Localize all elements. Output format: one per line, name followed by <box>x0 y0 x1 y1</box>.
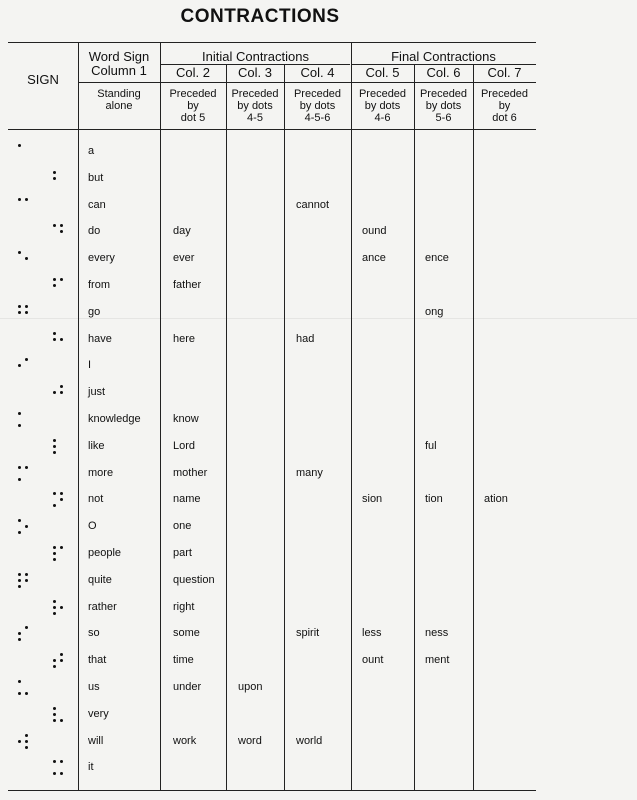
subheader-line: Preceded <box>480 88 529 100</box>
braille-dot <box>60 659 63 662</box>
col6-subheader <box>414 88 473 124</box>
braille-sign <box>18 734 30 750</box>
braille-dot <box>60 385 63 388</box>
table-cell-c1: people <box>88 547 122 559</box>
braille-dot <box>25 305 28 308</box>
braille-dot <box>60 606 63 609</box>
table-cell-c2: under <box>173 681 202 693</box>
braille-dot <box>53 659 56 662</box>
subheader-line: by <box>498 100 511 112</box>
table-cell-c1: so <box>88 627 100 640</box>
table-cell-c1: knowledge <box>88 413 141 425</box>
subheader-line: by dots <box>237 100 273 112</box>
table-cell-c1: will <box>88 734 104 747</box>
braille-dot <box>53 451 56 454</box>
braille-dot <box>53 278 56 281</box>
braille-dot <box>18 638 21 641</box>
subheader-line: alone <box>105 100 133 112</box>
table-cell-c2: right <box>173 600 195 613</box>
braille-dot <box>53 224 56 227</box>
braille-dot <box>18 311 21 314</box>
braille-dot <box>18 680 21 683</box>
column-header-rule <box>78 82 536 83</box>
braille-dot <box>53 558 56 561</box>
table-cell-c1: every <box>88 252 115 265</box>
table-cell-c2: one <box>173 520 192 533</box>
column-divider <box>284 64 285 790</box>
final-contractions-header: Final Contractions <box>391 49 496 64</box>
braille-dot <box>53 284 56 287</box>
braille-dot <box>53 504 56 507</box>
braille-sign <box>18 305 30 321</box>
braille-dot <box>53 171 56 174</box>
braille-dot <box>60 498 63 501</box>
table-cell-c1: go <box>88 305 101 318</box>
table-cell-c2: some <box>173 627 200 640</box>
subheader-line: by dots <box>364 100 401 112</box>
braille-sign <box>18 198 30 214</box>
page-title: CONTRACTIONS <box>180 6 340 27</box>
braille-dot <box>53 719 56 722</box>
table-cell-c2: day <box>173 225 191 238</box>
braille-sign <box>18 519 30 535</box>
table-cell-c5: less <box>362 627 382 640</box>
braille-dot <box>25 358 28 361</box>
table-cell-c1: like <box>88 439 105 452</box>
braille-dot <box>53 332 56 335</box>
table-cell-c7: ation <box>484 493 508 506</box>
header-bottom-rule <box>8 129 536 130</box>
subheader-line: by dots <box>299 100 336 112</box>
table-cell-c2: know <box>173 413 199 425</box>
table-cell-c1: rather <box>88 600 117 613</box>
table-cell-c1: very <box>88 707 109 720</box>
table-cell-c1: can <box>88 198 106 211</box>
braille-dot <box>18 251 21 254</box>
subheader-line: dot 5 <box>180 112 206 124</box>
table-cell-c1: I <box>88 359 92 372</box>
braille-sign <box>53 653 65 669</box>
table-cell-c6: ence <box>425 252 449 265</box>
braille-sign <box>18 412 30 428</box>
braille-dot <box>53 600 56 603</box>
table-cell-c2: here <box>173 332 196 345</box>
braille-dot <box>53 338 56 341</box>
braille-dot <box>53 439 56 442</box>
braille-dot <box>18 478 21 481</box>
braille-dot <box>18 579 21 582</box>
braille-sign <box>53 546 65 562</box>
table-cell-c6: ful <box>425 439 437 452</box>
word-sign-header <box>78 50 160 78</box>
braille-dot <box>18 519 21 522</box>
braille-dot <box>53 713 56 716</box>
braille-dot <box>53 445 56 448</box>
braille-dot <box>18 692 21 695</box>
braille-dot <box>60 278 63 281</box>
braille-dot <box>18 573 21 576</box>
braille-dot <box>25 311 28 314</box>
braille-sign <box>53 439 65 455</box>
column-divider <box>351 42 352 790</box>
braille-sign <box>53 385 65 401</box>
column-divider <box>473 64 474 790</box>
braille-sign <box>18 251 30 267</box>
col7-subheader <box>473 88 536 124</box>
col2-header: Col. 2 <box>176 65 210 80</box>
braille-dot <box>18 585 21 588</box>
table-cell-c6: tion <box>425 493 443 506</box>
braille-dot <box>25 573 28 576</box>
column-divider <box>414 64 415 790</box>
word-sign-line2: Column 1 <box>91 63 147 78</box>
braille-sign <box>53 600 65 616</box>
subheader-line: Preceded <box>231 88 279 100</box>
braille-dot <box>25 579 28 582</box>
table-cell-c1: O <box>88 520 97 533</box>
braille-dot <box>18 424 21 427</box>
subheader-line: 4-6 <box>374 112 391 124</box>
braille-dot <box>53 177 56 180</box>
braille-dot <box>60 230 63 233</box>
table-cell-c1: quite <box>88 573 112 586</box>
table-cell-c3: upon <box>238 681 263 693</box>
table-cell-c4: cannot <box>296 198 330 211</box>
col3-subheader <box>226 88 284 124</box>
table-cell-c1: more <box>88 466 114 479</box>
subheader-line: Preceded <box>419 88 468 100</box>
braille-dot <box>53 612 56 615</box>
sign-header: SIGN <box>27 72 59 87</box>
braille-sign <box>18 466 30 482</box>
table-cell-c2: father <box>173 279 202 291</box>
braille-dot <box>60 719 63 722</box>
table-cell-c2: question <box>173 573 215 586</box>
table-cell-c1: from <box>88 279 110 291</box>
subheader-line: Standing <box>97 88 141 100</box>
column-divider <box>226 64 227 790</box>
table-cell-c6: ong <box>425 305 444 318</box>
subheader-line: by <box>187 100 199 112</box>
braille-dot <box>53 391 56 394</box>
braille-dot <box>18 740 21 743</box>
braille-dot <box>18 198 21 201</box>
column-divider <box>160 42 161 790</box>
col4-header: Col. 4 <box>300 65 335 80</box>
table-cell-c1: that <box>88 654 107 667</box>
braille-sign <box>53 492 65 508</box>
table-cell-c1: it <box>88 761 94 774</box>
braille-dot <box>18 531 21 534</box>
table-cell-c2: Lord <box>173 439 196 452</box>
table-cell-c2: name <box>173 493 201 506</box>
braille-dot <box>60 653 63 656</box>
braille-dot <box>53 552 56 555</box>
paper-fold <box>0 318 637 319</box>
braille-dot <box>53 606 56 609</box>
braille-sign <box>53 760 65 776</box>
col5-header: Col. 5 <box>365 65 400 80</box>
braille-dot <box>60 492 63 495</box>
table-cell-c1: not <box>88 493 104 506</box>
braille-sign <box>18 573 30 589</box>
braille-dot <box>60 224 63 227</box>
braille-dot <box>53 665 56 668</box>
table-cell-c5: ound <box>362 225 387 238</box>
braille-dot <box>18 364 21 367</box>
braille-dot <box>18 144 21 147</box>
col1-subheader <box>78 88 160 112</box>
subheader-line: Preceded <box>293 88 342 100</box>
braille-sign <box>53 332 65 348</box>
braille-sign <box>18 358 30 374</box>
table-cell-c1: us <box>88 681 100 693</box>
table-cell-c1: just <box>88 386 106 399</box>
braille-sign <box>53 707 65 723</box>
col3-header: Col. 3 <box>238 65 272 80</box>
col4-subheader <box>284 88 351 124</box>
table-cell-c2: part <box>173 547 192 559</box>
braille-dot <box>53 772 56 775</box>
braille-dot <box>25 740 28 743</box>
braille-sign <box>18 626 30 642</box>
subheader-line: 4-5-6 <box>304 112 331 124</box>
braille-dot <box>25 466 28 469</box>
braille-dot <box>18 305 21 308</box>
table-cell-c5: ount <box>362 654 384 667</box>
braille-dot <box>60 760 63 763</box>
table-cell-c1: have <box>88 332 112 345</box>
subheader-line: Preceded <box>169 88 217 100</box>
table-cell-c4: spirit <box>296 627 320 640</box>
table-cell-c2: work <box>173 734 197 747</box>
braille-dot <box>60 338 63 341</box>
table-cell-c4: world <box>296 734 323 747</box>
word-sign-line1: Word Sign <box>88 49 150 64</box>
braille-dot <box>25 626 28 629</box>
table-cell-c5: sion <box>362 493 383 506</box>
table-cell-c1: but <box>88 171 104 184</box>
initial-contractions-header: Initial Contractions <box>202 49 309 64</box>
table-cell-c6: ment <box>425 654 450 667</box>
braille-dot <box>18 412 21 415</box>
braille-dot <box>53 546 56 549</box>
table-cell-c4: had <box>296 332 315 345</box>
braille-dot <box>25 525 28 528</box>
subheader-line: 5-6 <box>435 112 452 124</box>
braille-dot <box>53 707 56 710</box>
table-cell-c2: mother <box>173 466 208 479</box>
subheader-line: 4-5 <box>247 112 263 124</box>
braille-dot <box>60 391 63 394</box>
table-cell-c4: many <box>296 466 323 479</box>
braille-sign <box>53 224 65 240</box>
braille-dot <box>18 466 21 469</box>
column-divider <box>78 42 79 790</box>
braille-sign <box>53 278 65 294</box>
col2-subheader <box>160 88 226 124</box>
table-cell-c3: word <box>238 734 262 747</box>
table-cell-c6: ness <box>425 627 449 640</box>
braille-sign <box>18 680 30 696</box>
braille-dot <box>25 692 28 695</box>
subheader-line: dot 6 <box>492 112 517 124</box>
subheader-line: Preceded <box>358 88 407 100</box>
braille-dot <box>53 760 56 763</box>
col7-header: Col. 7 <box>487 65 522 80</box>
braille-dot <box>60 546 63 549</box>
subheader-line: by dots <box>425 100 462 112</box>
table-cell-c2: ever <box>173 252 195 265</box>
braille-dot <box>53 492 56 495</box>
braille-dot <box>25 257 28 260</box>
table-top-rule <box>8 42 536 43</box>
braille-dot <box>25 746 28 749</box>
table-cell-c1: a <box>88 145 95 157</box>
braille-sign <box>18 144 30 160</box>
col6-header: Col. 6 <box>426 65 461 80</box>
table-bottom-rule <box>8 790 536 791</box>
braille-dot <box>18 632 21 635</box>
table-cell-c2: time <box>173 654 194 667</box>
col5-subheader <box>351 88 414 124</box>
braille-dot <box>25 734 28 737</box>
braille-dot <box>60 772 63 775</box>
braille-dot <box>25 198 28 201</box>
table-cell-c5: ance <box>362 252 386 265</box>
braille-sign <box>53 171 65 187</box>
table-cell-c1: do <box>88 225 101 238</box>
